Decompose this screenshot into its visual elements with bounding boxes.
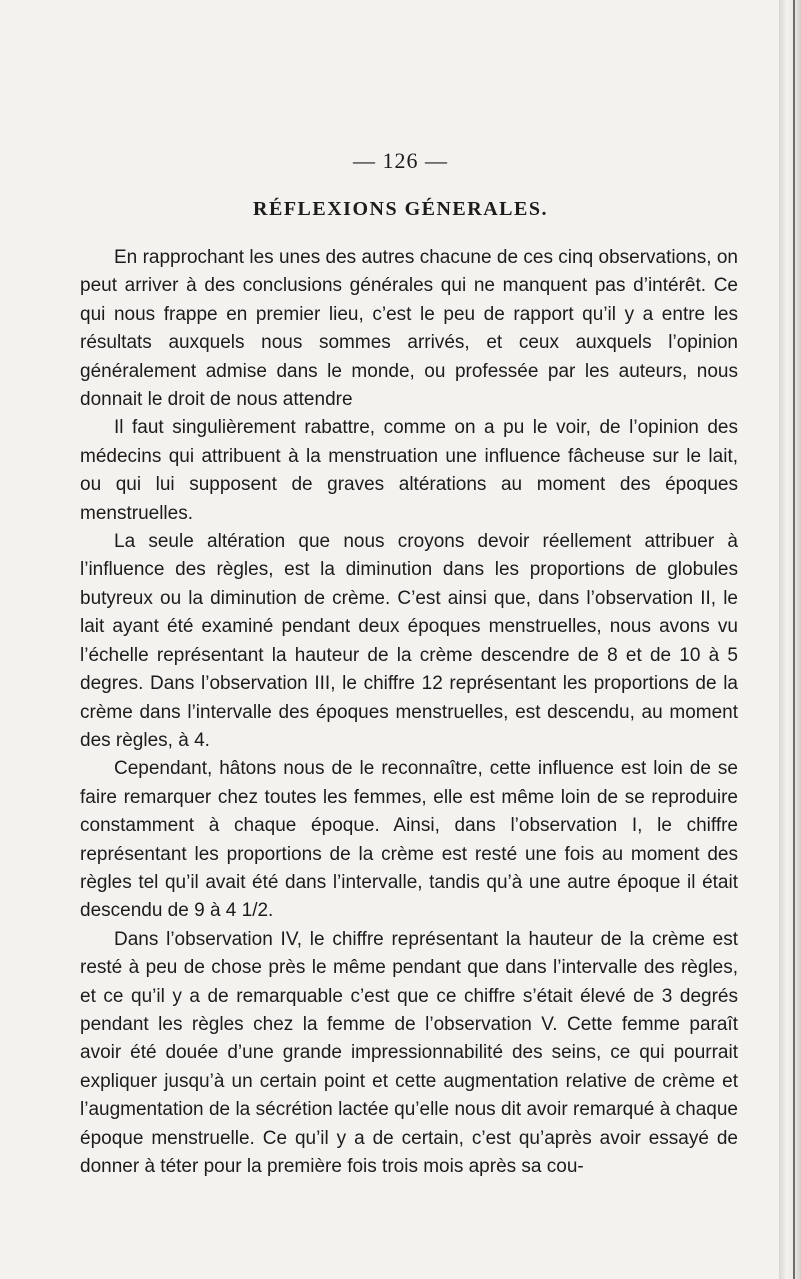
paragraph-1: En rapprochant les unes des autres chacune de ces cinq observations, on peut arriver à des conclusions générales qui ne manquent pas d’intérêt. Ce qui nous frappe en premier lieu, c’est le peu de rapport qu’il y a entre les résultats auxquels nous sommes arrivés, et ceux auxquels l’opinion généralement admise dans le monde, ou professée par les auteurs, nous donnait le droit de nous attendre [80, 247, 738, 411]
body-text [80, 244, 738, 1181]
paragraph-4: Cependant, hâtons nous de le reconnaître, cette influence est loin de se faire remarquer chez toutes les femmes, elle est même loin de se reproduire constamment à chaque époque. Ainsi, dans l’observation I, le chiffre représentant les proportions de la crème est resté une fois au moment des règles tel qu’il avait été dans l’intervalle, tandis qu’à une autre époque il était descendu de 9 à 4 1/2. [80, 758, 738, 922]
page-edge [779, 0, 801, 1279]
paragraph-2: Il faut singulièrement rabattre, comme on a pu le voir, de l’opinion des médecins qui attribuent à la menstruation une influence fâcheuse sur le lait, ou qui lui supposent de graves altérations au moment des époques menstruelles. [80, 417, 738, 524]
page-edge-line [793, 0, 795, 1279]
paragraph-3: La seule altération que nous croyons devoir réellement attribuer à l’influence des règles, est la diminution dans les proportions de globules butyreux ou la diminution de crème. C’est ainsi que, dans l’observation II, le lait ayant été examiné pendant deux époques menstruelles, nous avons vu l’échelle représentant la hauteur de la crème descendre de 8 et de 10 à 5 degres. Dans l’observation III, le chiffre 12 représentant les proportions de la crème dans l’intervalle des époques menstruelles, est descendu, au moment des règles, à 4. [80, 531, 738, 751]
section-title: RÉFLEXIONS GÉNERALES. [253, 198, 548, 220]
page-number: — 126 — [353, 148, 448, 173]
paragraph-5: Dans l’observation IV, le chiffre représentant la hauteur de la crème est resté à peu de chose près le même pendant que dans l’intervalle des règles, et ce qu’il y a de remarquable c’est que ce chiffre s’était élevé de 3 degrés pendant les règles chez la femme de l’observation V. Cette femme paraît avoir été douée d’une grande impressionnabilité des seins, ce qui pourrait expliquer jusqu’à un certain point et cette augmentation relative de crème et l’augmentation de la sécrétion lactée qu’elle nous dit avoir remarqué à chaque époque menstruelle. Ce qu’il y a de certain, c’est qu’après avoir essayé de donner à téter pour la première fois trois mois après sa cou- [80, 928, 738, 1177]
